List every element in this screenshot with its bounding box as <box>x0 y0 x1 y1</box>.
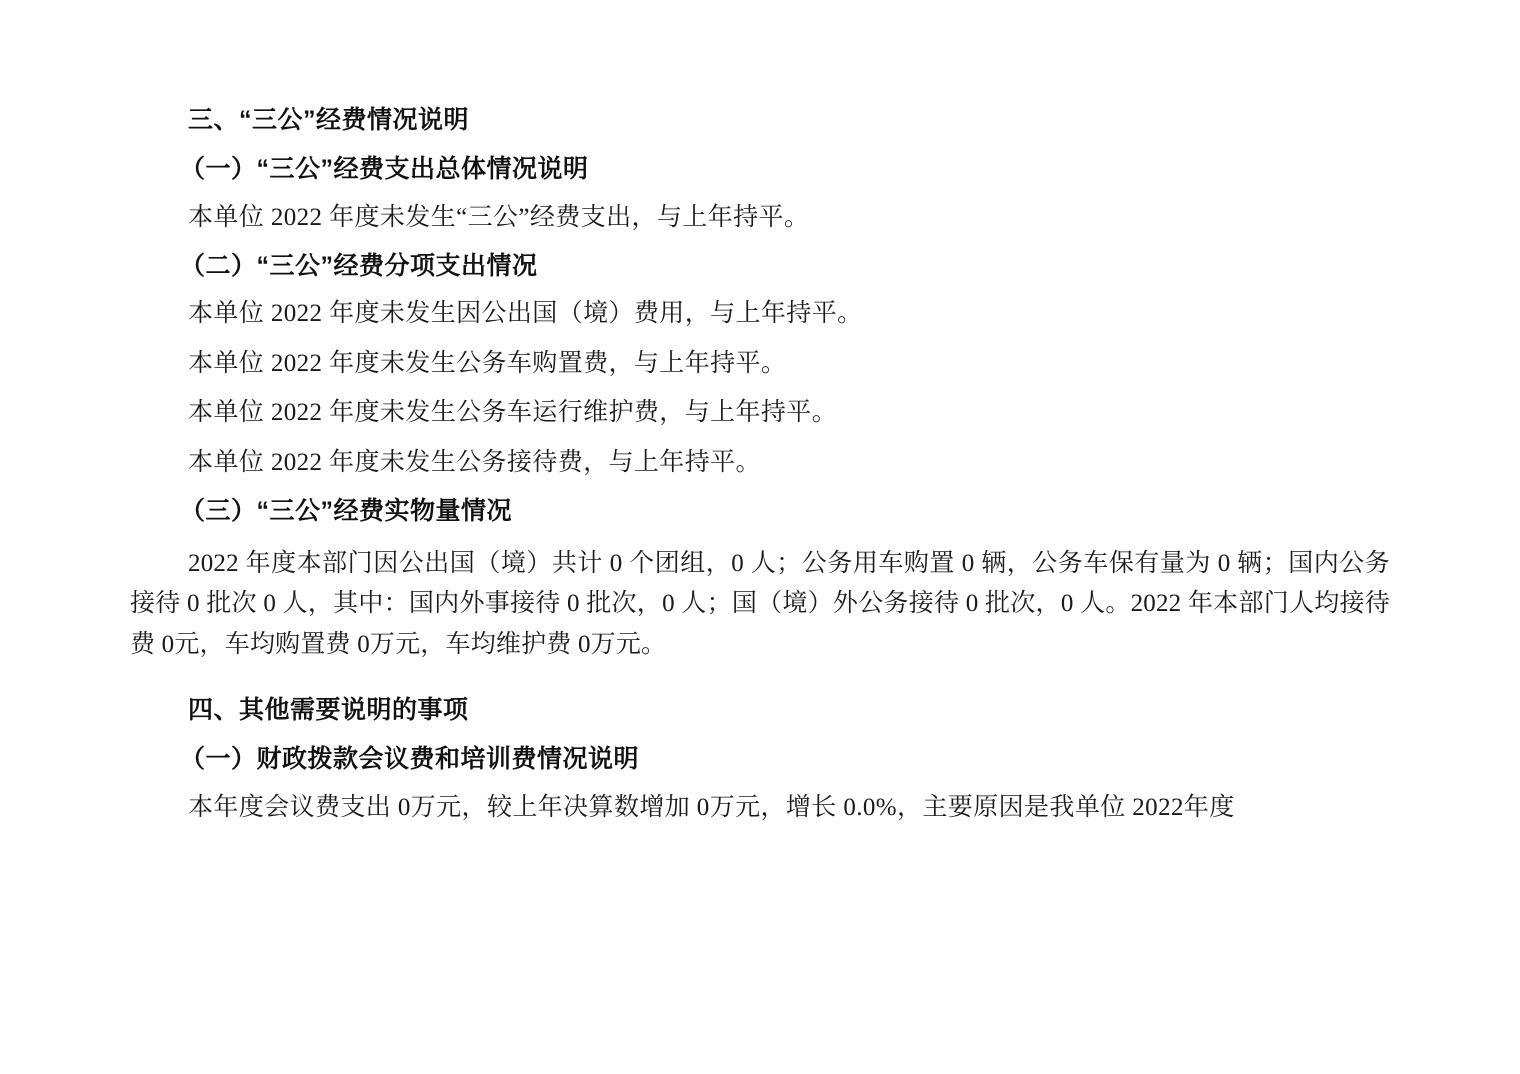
paragraph-total-expenditure: 本单位 2022 年度未发生“三公”经费支出，与上年持平。 <box>188 203 810 231</box>
paragraph-meeting-training-fee: 本年度会议费支出 0万元，较上年决算数增加 0万元，增长 0.0%，主要原因是我单位 2022年度 <box>188 793 1235 821</box>
subsection-heading-3-1: （一）“三公”经费支出总体情况说明 <box>180 155 589 184</box>
subsection-heading-3-3: （三）“三公”经费实物量情况 <box>180 497 513 526</box>
paragraph-overseas-travel: 本单位 2022 年度未发生因公出国（境）费用，与上年持平。 <box>188 300 863 328</box>
document-body <box>130 105 1390 841</box>
paragraph-vehicle-purchase: 本单位 2022 年度未发生公务车购置费，与上年持平。 <box>188 349 787 377</box>
paragraph-official-reception: 本单位 2022 年度未发生公务接待费，与上年持平。 <box>188 448 761 476</box>
section-heading-four: 四、其他需要说明的事项 <box>188 696 469 724</box>
section-heading-three: 三、“三公”经费情况说明 <box>188 106 470 134</box>
paragraph-physical-quantities: 2022 年度本部门因公出国（境）共计 0 个团组，0 人；公务用车购置 0 辆，公务车保有量为 0 辆；国内公务接待 0 批次 0 人，其中：国内外事接待 0 批次，0 人；国（境）外公务接待 0 批次，0 人。2022 年本部门人均接待费 0元，车均购置费 0万元，车均维护费 0万元。 <box>130 549 1390 658</box>
paragraph-vehicle-maintenance: 本单位 2022 年度未发生公务车运行维护费，与上年持平。 <box>188 399 838 427</box>
subsection-heading-4-1: （一）财政拨款会议费和培训费情况说明 <box>180 745 640 774</box>
subsection-heading-3-2: （二）“三公”经费分项支出情况 <box>180 252 538 280</box>
